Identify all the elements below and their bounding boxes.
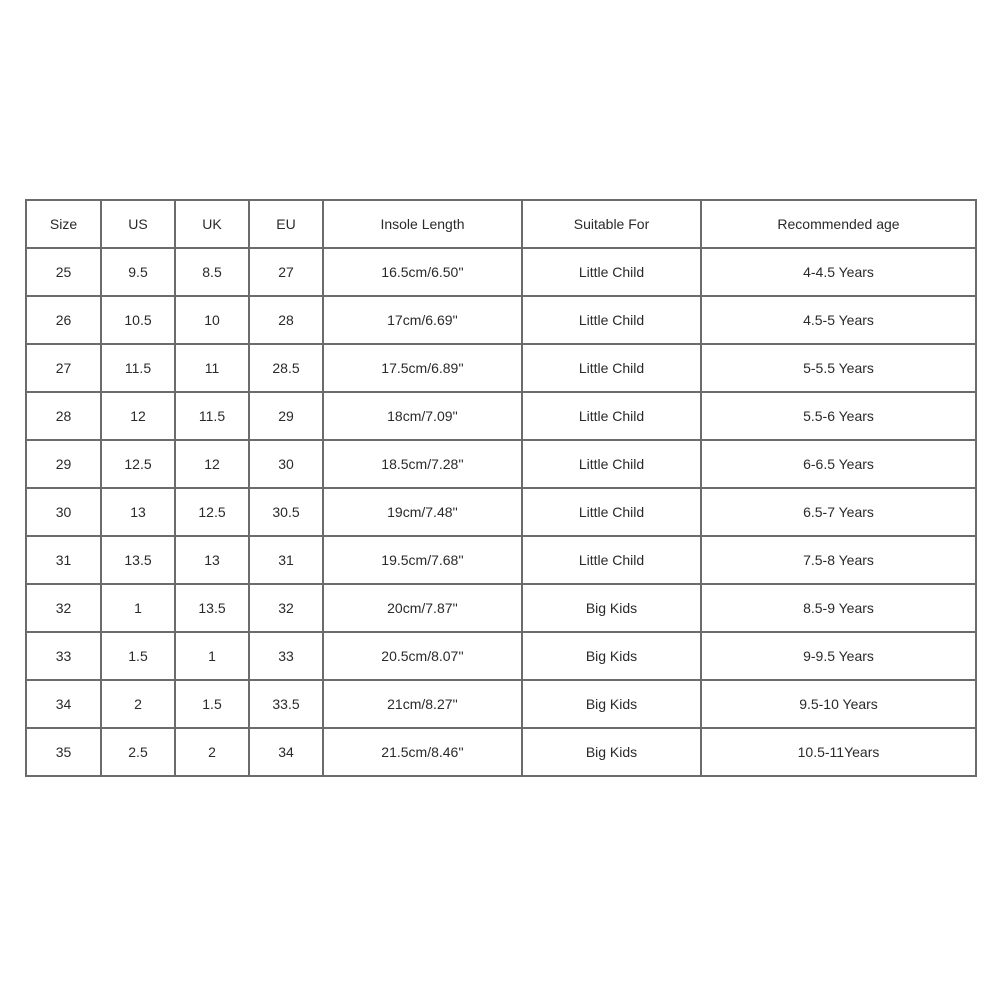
size-cell: 27 bbox=[26, 344, 101, 392]
eu-size-cell: 33 bbox=[249, 632, 323, 680]
table-header bbox=[26, 200, 976, 248]
recommended-age-cell: 9-9.5 Years bbox=[701, 632, 976, 680]
column-header-recommended-age: Recommended age bbox=[701, 200, 976, 248]
insole-length-cell: 17.5cm/6.89'' bbox=[323, 344, 522, 392]
size-chart-table bbox=[25, 199, 977, 777]
suitable-for-cell: Little Child bbox=[522, 440, 701, 488]
uk-size-cell: 8.5 bbox=[175, 248, 249, 296]
uk-size-cell: 2 bbox=[175, 728, 249, 776]
insole-length-cell: 17cm/6.69'' bbox=[323, 296, 522, 344]
uk-size-cell: 1.5 bbox=[175, 680, 249, 728]
recommended-age-cell: 4.5-5 Years bbox=[701, 296, 976, 344]
table-row bbox=[26, 632, 976, 680]
suitable-for-cell: Big Kids bbox=[522, 632, 701, 680]
size-cell: 26 bbox=[26, 296, 101, 344]
suitable-for-cell: Little Child bbox=[522, 344, 701, 392]
size-cell: 29 bbox=[26, 440, 101, 488]
recommended-age-cell: 5.5-6 Years bbox=[701, 392, 976, 440]
size-cell: 31 bbox=[26, 536, 101, 584]
table-row bbox=[26, 536, 976, 584]
suitable-for-cell: Little Child bbox=[522, 536, 701, 584]
size-cell: 32 bbox=[26, 584, 101, 632]
us-size-cell: 12.5 bbox=[101, 440, 175, 488]
insole-length-cell: 19cm/7.48'' bbox=[323, 488, 522, 536]
us-size-cell: 13.5 bbox=[101, 536, 175, 584]
table-row bbox=[26, 584, 976, 632]
column-header-insole-length: Insole Length bbox=[323, 200, 522, 248]
suitable-for-cell: Little Child bbox=[522, 488, 701, 536]
us-size-cell: 13 bbox=[101, 488, 175, 536]
table-row bbox=[26, 296, 976, 344]
us-size-cell: 2 bbox=[101, 680, 175, 728]
us-size-cell: 12 bbox=[101, 392, 175, 440]
us-size-cell: 1.5 bbox=[101, 632, 175, 680]
us-size-cell: 1 bbox=[101, 584, 175, 632]
insole-length-cell: 20cm/7.87'' bbox=[323, 584, 522, 632]
suitable-for-cell: Big Kids bbox=[522, 584, 701, 632]
uk-size-cell: 1 bbox=[175, 632, 249, 680]
size-cell: 25 bbox=[26, 248, 101, 296]
table-row bbox=[26, 392, 976, 440]
us-size-cell: 2.5 bbox=[101, 728, 175, 776]
recommended-age-cell: 8.5-9 Years bbox=[701, 584, 976, 632]
table-body bbox=[26, 248, 976, 776]
uk-size-cell: 11.5 bbox=[175, 392, 249, 440]
recommended-age-cell: 10.5-11Years bbox=[701, 728, 976, 776]
insole-length-cell: 20.5cm/8.07'' bbox=[323, 632, 522, 680]
eu-size-cell: 33.5 bbox=[249, 680, 323, 728]
column-header-us: US bbox=[101, 200, 175, 248]
us-size-cell: 10.5 bbox=[101, 296, 175, 344]
eu-size-cell: 30 bbox=[249, 440, 323, 488]
column-header-suitable-for: Suitable For bbox=[522, 200, 701, 248]
eu-size-cell: 28.5 bbox=[249, 344, 323, 392]
uk-size-cell: 11 bbox=[175, 344, 249, 392]
table-row bbox=[26, 248, 976, 296]
table-row bbox=[26, 440, 976, 488]
size-cell: 30 bbox=[26, 488, 101, 536]
uk-size-cell: 13 bbox=[175, 536, 249, 584]
eu-size-cell: 30.5 bbox=[249, 488, 323, 536]
eu-size-cell: 28 bbox=[249, 296, 323, 344]
suitable-for-cell: Big Kids bbox=[522, 728, 701, 776]
insole-length-cell: 21cm/8.27'' bbox=[323, 680, 522, 728]
table-row bbox=[26, 728, 976, 776]
eu-size-cell: 29 bbox=[249, 392, 323, 440]
eu-size-cell: 34 bbox=[249, 728, 323, 776]
recommended-age-cell: 6-6.5 Years bbox=[701, 440, 976, 488]
us-size-cell: 9.5 bbox=[101, 248, 175, 296]
suitable-for-cell: Little Child bbox=[522, 248, 701, 296]
uk-size-cell: 12.5 bbox=[175, 488, 249, 536]
column-header-size: Size bbox=[26, 200, 101, 248]
suitable-for-cell: Little Child bbox=[522, 296, 701, 344]
recommended-age-cell: 7.5-8 Years bbox=[701, 536, 976, 584]
recommended-age-cell: 4-4.5 Years bbox=[701, 248, 976, 296]
size-cell: 35 bbox=[26, 728, 101, 776]
table-row bbox=[26, 680, 976, 728]
size-cell: 34 bbox=[26, 680, 101, 728]
recommended-age-cell: 9.5-10 Years bbox=[701, 680, 976, 728]
column-header-uk: UK bbox=[175, 200, 249, 248]
recommended-age-cell: 6.5-7 Years bbox=[701, 488, 976, 536]
size-cell: 33 bbox=[26, 632, 101, 680]
table-row bbox=[26, 344, 976, 392]
insole-length-cell: 16.5cm/6.50'' bbox=[323, 248, 522, 296]
insole-length-cell: 18cm/7.09'' bbox=[323, 392, 522, 440]
insole-length-cell: 18.5cm/7.28'' bbox=[323, 440, 522, 488]
table-row bbox=[26, 488, 976, 536]
eu-size-cell: 31 bbox=[249, 536, 323, 584]
column-header-eu: EU bbox=[249, 200, 323, 248]
uk-size-cell: 10 bbox=[175, 296, 249, 344]
size-cell: 28 bbox=[26, 392, 101, 440]
eu-size-cell: 27 bbox=[249, 248, 323, 296]
uk-size-cell: 12 bbox=[175, 440, 249, 488]
eu-size-cell: 32 bbox=[249, 584, 323, 632]
header-row bbox=[26, 200, 976, 248]
insole-length-cell: 19.5cm/7.68'' bbox=[323, 536, 522, 584]
suitable-for-cell: Big Kids bbox=[522, 680, 701, 728]
insole-length-cell: 21.5cm/8.46'' bbox=[323, 728, 522, 776]
recommended-age-cell: 5-5.5 Years bbox=[701, 344, 976, 392]
us-size-cell: 11.5 bbox=[101, 344, 175, 392]
suitable-for-cell: Little Child bbox=[522, 392, 701, 440]
uk-size-cell: 13.5 bbox=[175, 584, 249, 632]
